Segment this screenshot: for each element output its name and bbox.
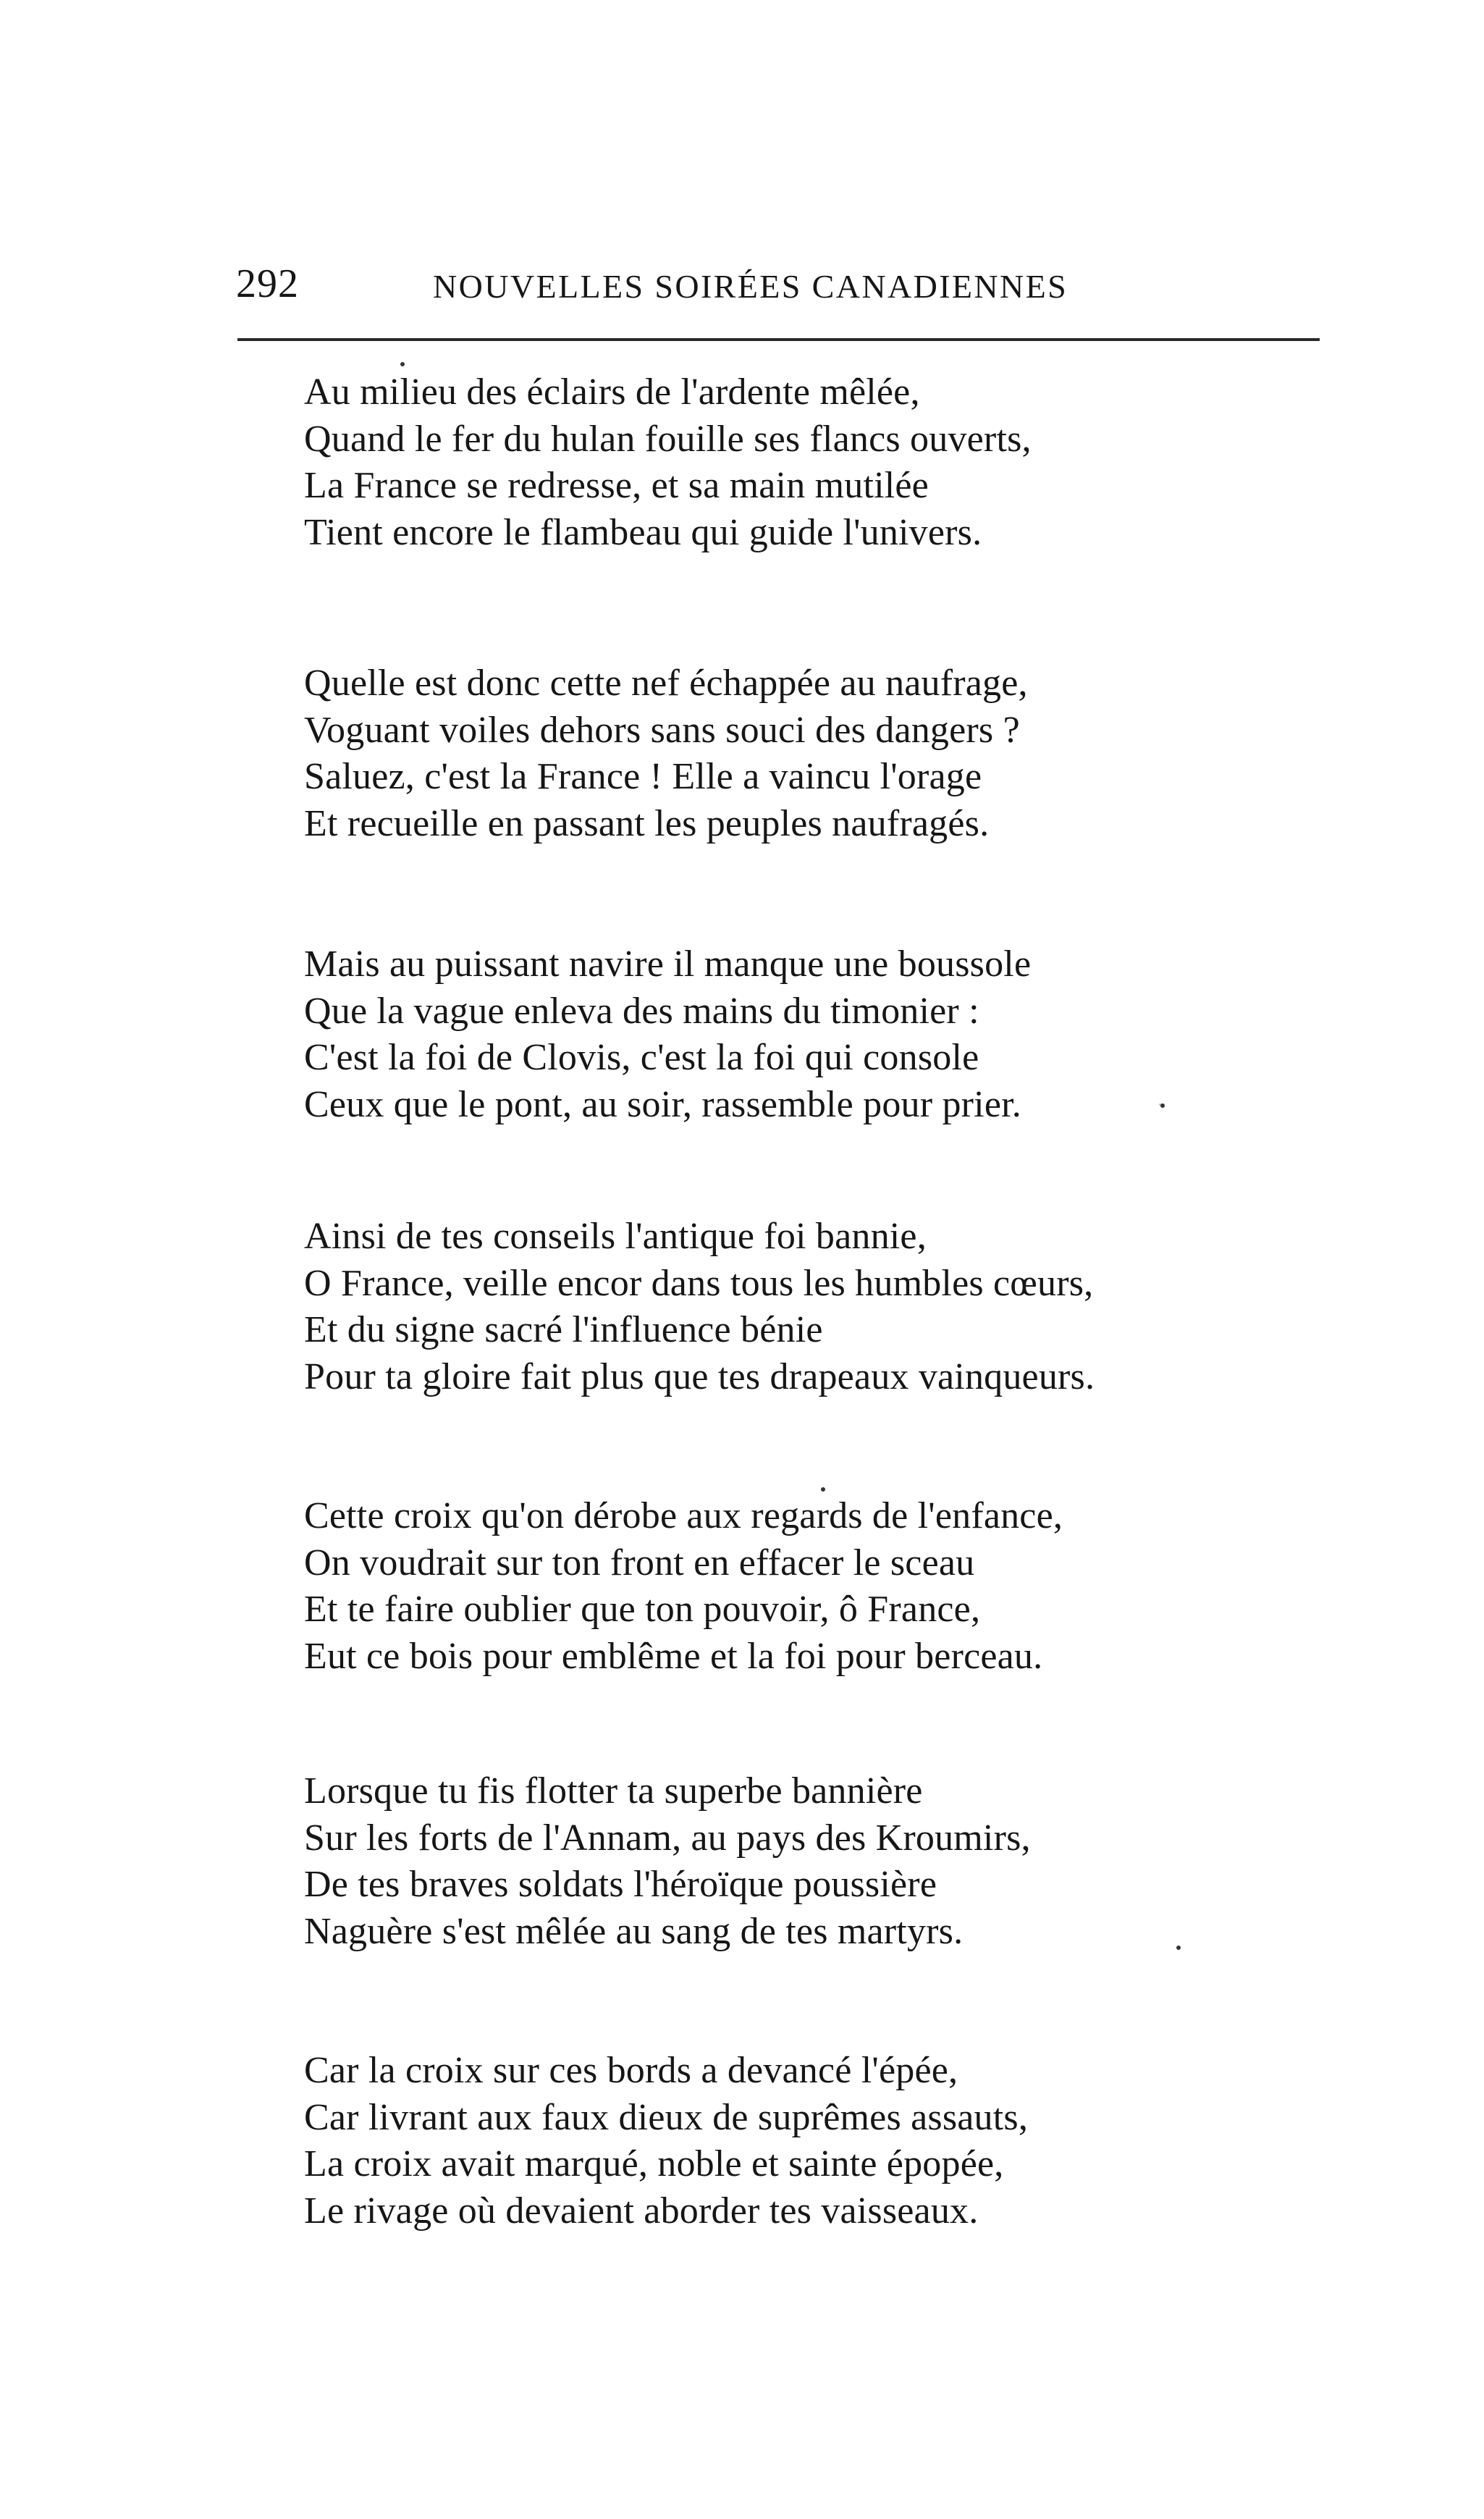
- running-head: [236, 255, 1322, 313]
- stanza: [304, 941, 1303, 1128]
- verse-line: Car la croix sur ces bords a devancé l'épée,: [304, 2050, 958, 2091]
- print-speck: [1159, 1103, 1161, 1106]
- verse-line: Lorsque tu fis flotter ta superbe bannière: [304, 1770, 923, 1812]
- verse-line: Au milieu des éclairs de l'ardente mêlée,: [304, 371, 920, 413]
- stanza: [304, 1214, 1303, 1400]
- verse-line: La France se redresse, et sa main mutilée: [304, 465, 929, 506]
- verse-line: Sur les forts de l'Annam, au pays des Kroumirs,: [304, 1817, 1031, 1859]
- verse-line: On voudrait sur ton front en effacer le sceau: [304, 1542, 975, 1584]
- header-rule: [237, 338, 1320, 341]
- verse-line: Ainsi de tes conseils l'antique foi bannie,: [304, 1216, 927, 1257]
- print-speck: [821, 1487, 825, 1492]
- verse-line: Pour ta gloire fait plus que tes drapeaux vainqueurs.: [304, 1355, 1095, 1397]
- verse-line: Voguant voiles dehors sans souci des dangers ?: [304, 709, 1020, 751]
- verse-line: Et te faire oublier que ton pouvoir, ô France,: [304, 1589, 981, 1630]
- stanza: [304, 1493, 1303, 1680]
- verse-line: Et du signe sacré l'influence bénie: [304, 1309, 823, 1350]
- print-speck: [1176, 1946, 1181, 1950]
- print-speck: [400, 362, 405, 366]
- verse-line: Cette croix qu'on dérobe aux regards de l'enfance,: [304, 1495, 1063, 1536]
- stanza: [304, 369, 1303, 556]
- verse-line: C'est la foi de Clovis, c'est la foi qui console: [304, 1037, 979, 1078]
- page-number: 292: [236, 261, 299, 306]
- stanza: [304, 1768, 1303, 1955]
- verse-line: Saluez, c'est la France ! Elle a vaincu l'orage: [304, 756, 982, 797]
- verse-line: Que la vague enleva des mains du timonier :: [304, 990, 979, 1032]
- verse-line: De tes braves soldats l'héroïque poussière: [304, 1864, 937, 1905]
- verse-line: Tient encore le flambeau qui guide l'univers.: [304, 511, 982, 553]
- verse-line: Quand le fer du hulan fouille ses flancs ouverts,: [304, 418, 1032, 460]
- verse-line: La croix avait marqué, noble et sainte épopée,: [304, 2143, 1004, 2184]
- verse-line: Et recueille en passant les peuples naufragés.: [304, 802, 990, 844]
- verse-line: Eut ce bois pour emblême et la foi pour berceau.: [304, 1635, 1043, 1677]
- stanza: [304, 2048, 1303, 2234]
- verse-line: Ceux que le pont, au soir, rassemble pour prier.: [304, 1083, 1021, 1125]
- verse-line: Naguère s'est mêlée au sang de tes martyrs.: [304, 1910, 964, 1952]
- verse-line: Mais au puissant navire il manque une boussole: [304, 943, 1032, 985]
- verse-line: Le rivage où devaient aborder tes vaisseaux.: [304, 2190, 979, 2232]
- stanza: [304, 660, 1303, 847]
- running-title: NOUVELLES SOIRÉES CANADIENNES: [433, 268, 1068, 305]
- verse-line: Quelle est donc cette nef échappée au naufrage,: [304, 663, 1028, 704]
- verse-line: O France, veille encor dans tous les humbles cœurs,: [304, 1262, 1094, 1304]
- print-speck: [1161, 1103, 1164, 1106]
- verse-line: Car livrant aux faux dieux de suprêmes assauts,: [304, 2096, 1029, 2138]
